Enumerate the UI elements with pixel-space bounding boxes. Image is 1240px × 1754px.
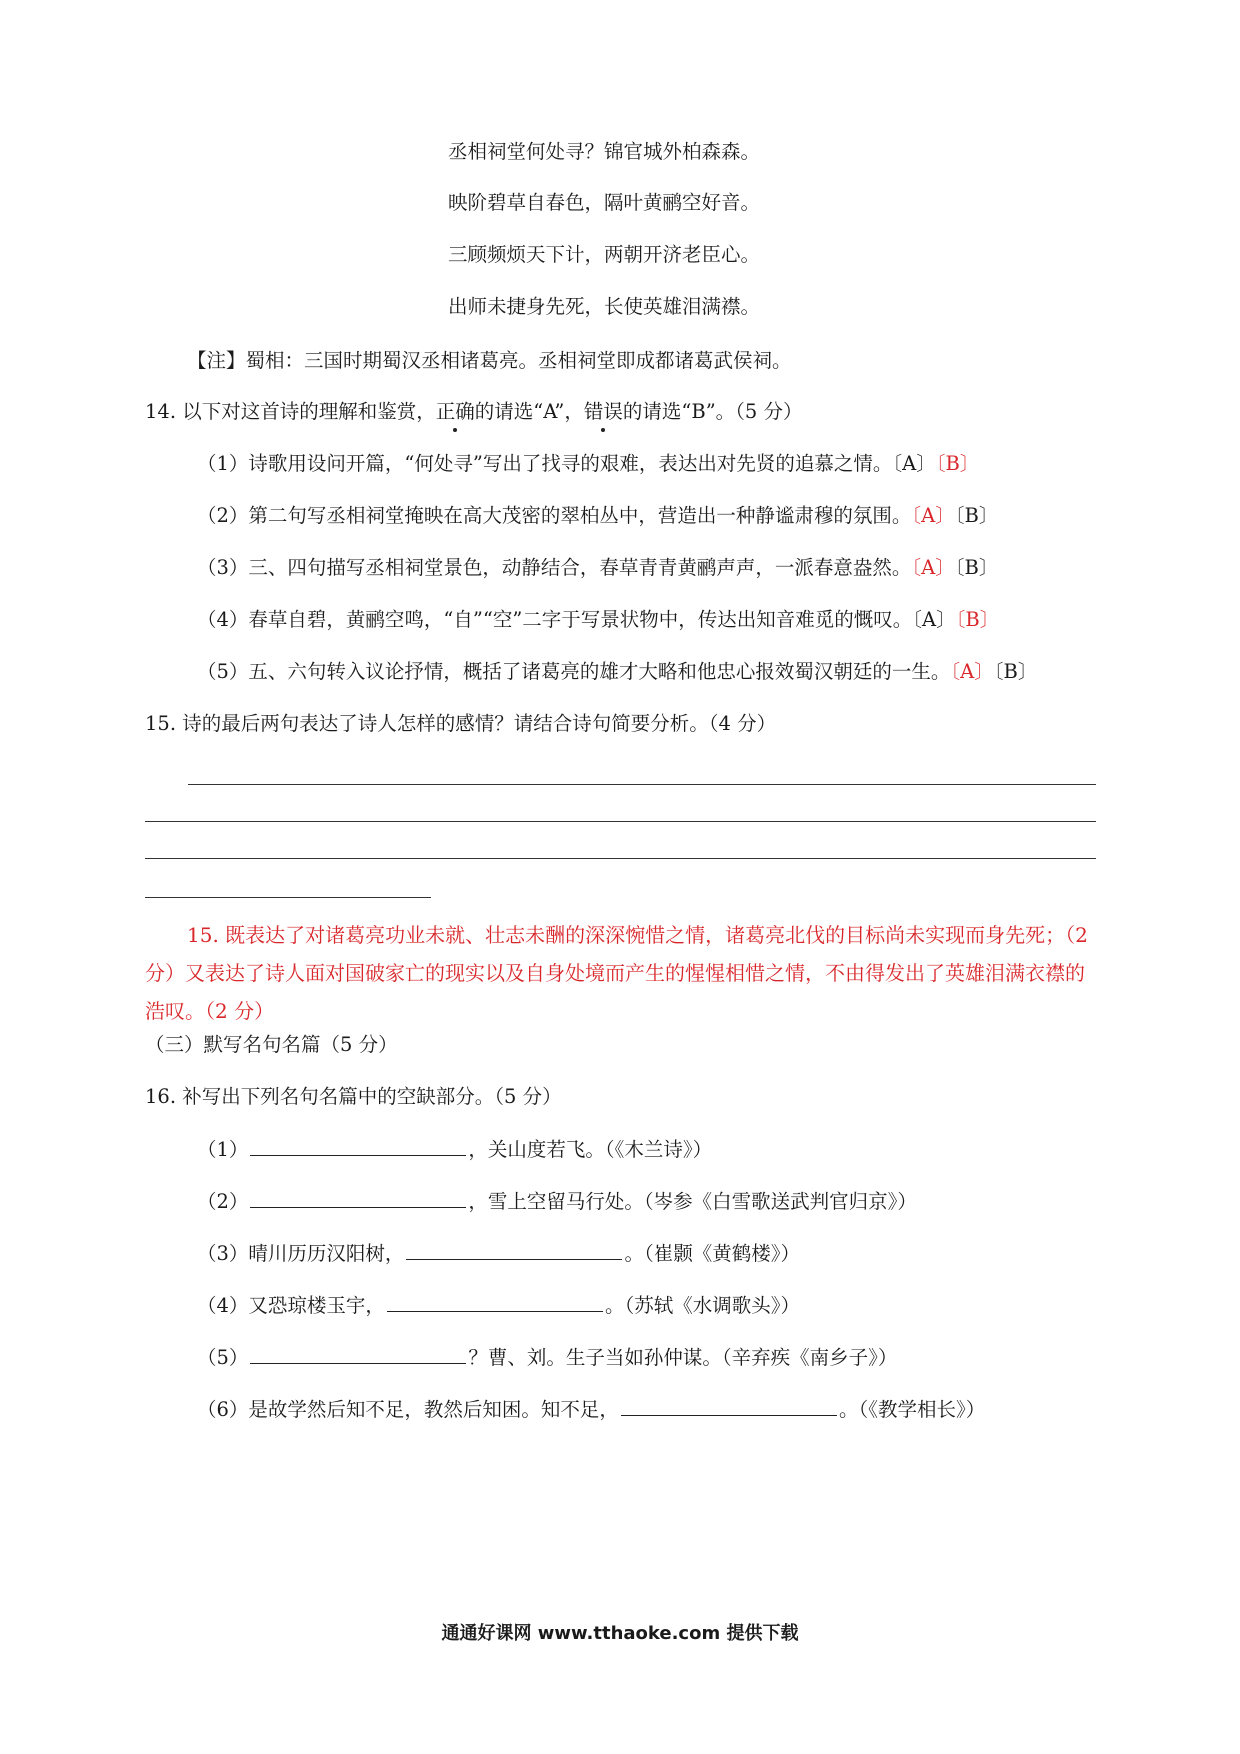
- q14-option-3: （3）三、四句描写丞相祠堂景色，动静结合，春草青青黄鹂声声，一派春意盎然。〔A〕〔B〕: [197, 556, 999, 579]
- q16-item-3: （3）晴川历历汉阳树， 。（崔颢《黄鹤楼》）: [197, 1239, 800, 1268]
- poem-line-4: 出师未捷身先死，长使英雄泪满襟。: [448, 295, 761, 318]
- q15-stem: 15. 诗的最后两句表达了诗人怎样的感情？请结合诗句简要分析。（4 分）: [145, 712, 777, 735]
- option-b: 〔B〕: [954, 504, 999, 527]
- q16-stem: 16. 补写出下列名句名篇中的空缺部分。（5 分）: [145, 1085, 562, 1108]
- q14-option-2: （2）第二句写丞相祠堂掩映在高大茂密的翠柏丛中，营造出一种静谧肃穆的氛围。〔A〕〔B〕: [197, 504, 999, 527]
- option-b: 〔B〕: [993, 660, 1038, 683]
- answer-line: [188, 784, 1096, 785]
- fill-blank[interactable]: [250, 1187, 466, 1208]
- poem-line-1: 丞相祠堂何处寻？锦官城外柏森森。: [448, 140, 761, 163]
- q16-item-2: （2） ，雪上空留马行处。（岑参《白雪歌送武判官归京》）: [197, 1187, 917, 1216]
- q14-option-1: （1）诗歌用设问开篇，“何处寻”写出了找寻的艰难，表达出对先贤的追慕之情。〔A〕〔B〕: [197, 452, 980, 475]
- q16-item-1: （1） ，关山度若飞。（《木兰诗》）: [197, 1135, 712, 1164]
- q16-item-4: （4）又恐琼楼玉宇， 。（苏轼《水调歌头》）: [197, 1291, 800, 1320]
- section-heading: （三）默写名句名篇（5 分）: [145, 1033, 398, 1056]
- poem-note: 【注】蜀相：三国时期蜀汉丞相诸葛亮。丞相祠堂即成都诸葛武侯祠。: [187, 349, 792, 372]
- q16-item-6: （6）是故学然后知不足，教然后知困。知不足， 。（《教学相长》）: [197, 1395, 985, 1424]
- option-a: 〔A〕: [892, 452, 936, 475]
- fill-blank[interactable]: [387, 1291, 603, 1312]
- page-footer: 通通好课网 www.tthaoke.com 提供下载: [441, 1623, 799, 1644]
- poem-line-3: 三顾频烦天下计，两朝开济老臣心。: [448, 243, 761, 266]
- q14-option-4: （4）春草自碧，黄鹂空鸣，“自”“空”二字于写景状物中，传达出知音难觅的慨叹。〔A〕〔B〕: [197, 608, 1000, 631]
- fill-blank[interactable]: [621, 1395, 837, 1416]
- fill-blank[interactable]: [250, 1135, 466, 1156]
- emphasis-correct: 正确: [436, 398, 475, 426]
- fill-blank[interactable]: [250, 1343, 466, 1364]
- q14-stem: 14. 以下对这首诗的理解和鉴赏，正确的请选“A”，错误的请选“B”。（5 分）: [145, 398, 803, 426]
- option-a-selected: 〔A〕: [911, 556, 955, 579]
- option-a: 〔A〕: [912, 608, 956, 631]
- option-a-selected: 〔A〕: [950, 660, 994, 683]
- answer-line: [145, 897, 431, 898]
- option-b: 〔B〕: [954, 556, 999, 579]
- answer-line: [145, 821, 1096, 822]
- option-b-selected: 〔B〕: [955, 608, 1000, 631]
- q14-option-5: （5）五、六句转入议论抒情，概括了诸葛亮的雄才大略和他忠心报效蜀汉朝廷的一生。〔A〕〔B〕: [197, 660, 1038, 683]
- emphasis-wrong: 错误: [584, 398, 623, 426]
- fill-blank[interactable]: [406, 1239, 622, 1260]
- option-a-selected: 〔A〕: [911, 504, 955, 527]
- answer-line: [145, 858, 1096, 859]
- poem-line-2: 映阶碧草自春色，隔叶黄鹂空好音。: [448, 191, 761, 214]
- q16-item-5: （5） ？曹、刘。生子当如孙仲谋。（辛弃疾《南乡子》）: [197, 1343, 897, 1372]
- option-b-selected: 〔B〕: [935, 452, 980, 475]
- q15-answer: 15. 既表达了对诸葛亮功业未就、壮志未酬的深深惋惜之情，诸葛亮北伐的目标尚未实现而身先死；（2 分）又表达了诗人面对国破家亡的现实以及自身处境而产生的惺惺相惜之情，不由得发出了英雄泪满衣襟的浩叹。（2 分）: [145, 923, 1088, 1023]
